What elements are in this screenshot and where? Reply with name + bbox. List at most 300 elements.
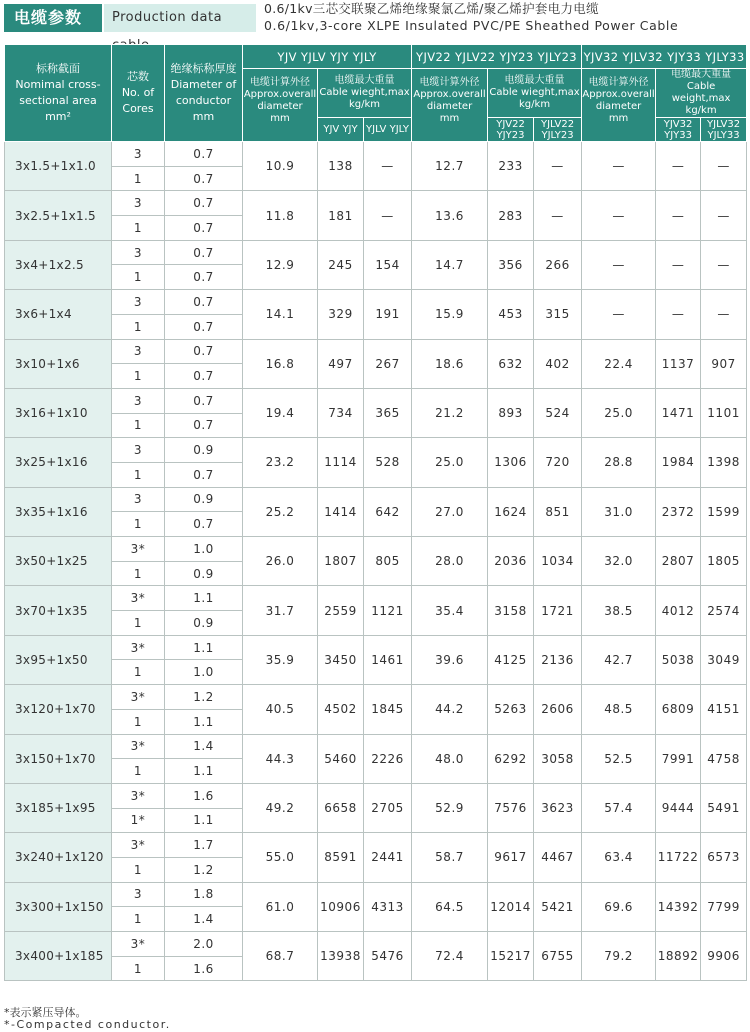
cell-t2: 0.7 xyxy=(165,314,243,339)
cell-w3a: — xyxy=(656,142,701,191)
cell-w3b: 1599 xyxy=(701,487,747,536)
header-weight xyxy=(656,69,747,118)
cell-d3: 31.0 xyxy=(582,487,656,536)
cell-d3: — xyxy=(582,142,656,191)
cell-w1a: 10906 xyxy=(318,882,364,931)
cell-w1b: 267 xyxy=(364,339,412,388)
cell-w2b: 4467 xyxy=(534,833,582,882)
cell-d2: 27.0 xyxy=(412,487,488,536)
cell-t2: 0.7 xyxy=(165,413,243,438)
cell-w1b: 1845 xyxy=(364,685,412,734)
cell-d1: 40.5 xyxy=(243,685,318,734)
cell-w3b: 2574 xyxy=(701,586,747,635)
cell-w1b: 5476 xyxy=(364,932,412,981)
table-row xyxy=(5,438,747,463)
table-row xyxy=(5,586,747,611)
cell-w3b: — xyxy=(701,142,747,191)
cell-t2: 0.7 xyxy=(165,166,243,191)
cell-w3a: 6809 xyxy=(656,685,701,734)
cell-d2: 44.2 xyxy=(412,685,488,734)
header-weight-unit: kg/km xyxy=(519,99,551,110)
cell-w1b: 1461 xyxy=(364,635,412,684)
cell-w1a: 245 xyxy=(318,240,364,289)
cell-c2: 1 xyxy=(112,857,165,882)
cell-d1: 31.7 xyxy=(243,586,318,635)
cell-w3a: 9444 xyxy=(656,783,701,832)
cell-c1: 3* xyxy=(112,783,165,808)
cell-w2a: 283 xyxy=(488,191,534,240)
cell-w2a: 7576 xyxy=(488,783,534,832)
header-diameter-unit: mm xyxy=(439,113,460,124)
cell-t1: 0.9 xyxy=(165,487,243,512)
cell-w1b: — xyxy=(364,191,412,240)
cell-size: 3x120+1x70 xyxy=(5,685,112,734)
cell-w3b: 907 xyxy=(701,339,747,388)
cell-t2: 0.7 xyxy=(165,216,243,241)
cell-c2: 1 xyxy=(112,709,165,734)
cell-size: 3x70+1x35 xyxy=(5,586,112,635)
cell-t2: 1.0 xyxy=(165,660,243,685)
cell-w3b: 5491 xyxy=(701,783,747,832)
cell-d2: 12.7 xyxy=(412,142,488,191)
cable-title-zh: 0.6/1kv三芯交联聚乙烯绝缘聚氯乙烯/聚乙烯护套电力电缆 xyxy=(264,1,599,16)
cell-d3: 48.5 xyxy=(582,685,656,734)
cell-d3: — xyxy=(582,191,656,240)
cell-t1: 1.0 xyxy=(165,537,243,562)
cell-size: 3x240+1x120 xyxy=(5,833,112,882)
cell-t2: 0.7 xyxy=(165,364,243,389)
cell-size: 3x300+1x150 xyxy=(5,882,112,931)
cell-w2a: 233 xyxy=(488,142,534,191)
cell-w1b: 2441 xyxy=(364,833,412,882)
cell-w2a: 2036 xyxy=(488,537,534,586)
cell-t2: 1.4 xyxy=(165,907,243,932)
table-row xyxy=(5,487,747,512)
cell-d1: 68.7 xyxy=(243,932,318,981)
header-size xyxy=(5,45,112,142)
cell-c1: 3* xyxy=(112,586,165,611)
cell-d3: 63.4 xyxy=(582,833,656,882)
cell-size: 3x150+1x70 xyxy=(5,734,112,783)
cell-size: 3x50+1x25 xyxy=(5,537,112,586)
cell-d2: 13.6 xyxy=(412,191,488,240)
cell-w1a: 8591 xyxy=(318,833,364,882)
cell-t2: 0.7 xyxy=(165,512,243,537)
cell-w2a: 12014 xyxy=(488,882,534,931)
cell-w2a: 893 xyxy=(488,388,534,437)
cell-w3b: 1398 xyxy=(701,438,747,487)
header-cores-en: No. of Cores xyxy=(121,86,155,115)
cell-w1a: 5460 xyxy=(318,734,364,783)
cell-t2: 0.7 xyxy=(165,265,243,290)
cell-w1a: 3450 xyxy=(318,635,364,684)
header-weight xyxy=(318,69,412,118)
cable-title-en: 0.6/1kv,3-core XLPE Insulated PVC/PE Sheathed Power Cable xyxy=(264,18,679,33)
cell-w3b: — xyxy=(701,290,747,339)
cell-w1b: — xyxy=(364,142,412,191)
table-row xyxy=(5,635,747,660)
cell-d1: 19.4 xyxy=(243,388,318,437)
cell-w3a: 18892 xyxy=(656,932,701,981)
cell-c2: 1 xyxy=(112,660,165,685)
header-weight-unit: kg/km xyxy=(348,99,381,110)
header-cores-zh: 芯数 xyxy=(127,70,149,83)
cell-w3b: 4758 xyxy=(701,734,747,783)
cell-d2: 48.0 xyxy=(412,734,488,783)
cell-c1: 3 xyxy=(112,142,165,167)
cell-w3b: — xyxy=(701,191,747,240)
section-tag-en: Production data xyxy=(104,4,256,32)
cell-c2: 1 xyxy=(112,611,165,636)
cell-c2: 1 xyxy=(112,462,165,487)
cell-w3a: — xyxy=(656,240,701,289)
table-row xyxy=(5,833,747,858)
cell-d1: 12.9 xyxy=(243,240,318,289)
header-model: YJLV22 YJLY23 xyxy=(534,118,582,142)
header-model: YJLV YJLY xyxy=(364,118,412,142)
header-weight-en: Cable wieght,max xyxy=(319,87,410,98)
cell-w2b: — xyxy=(534,191,582,240)
header-size-unit: mm² xyxy=(45,110,71,123)
cell-d2: 28.0 xyxy=(412,537,488,586)
cell-t1: 1.1 xyxy=(165,586,243,611)
cell-w3b: — xyxy=(701,240,747,289)
table-row xyxy=(5,783,747,808)
group-title: YJV22 YJLV22 YJY23 YJLY23 xyxy=(412,45,582,69)
cell-d3: 52.5 xyxy=(582,734,656,783)
cell-d3: 69.6 xyxy=(582,882,656,931)
cell-t1: 2.0 xyxy=(165,932,243,957)
cell-t2: 1.2 xyxy=(165,857,243,882)
cell-d2: 64.5 xyxy=(412,882,488,931)
cell-w1b: 2226 xyxy=(364,734,412,783)
cell-d1: 49.2 xyxy=(243,783,318,832)
cell-w3b: 6573 xyxy=(701,833,747,882)
cell-w3b: 1805 xyxy=(701,537,747,586)
header-cores xyxy=(112,45,165,142)
cell-d2: 14.7 xyxy=(412,240,488,289)
cell-c1: 3 xyxy=(112,438,165,463)
header-diameter-en: Approx.overall diameter xyxy=(243,89,317,112)
cell-size: 3x4+1x2.5 xyxy=(5,240,112,289)
cell-c2: 1 xyxy=(112,907,165,932)
header-model: YJV22 YJY23 xyxy=(488,118,534,142)
header-weight xyxy=(488,69,582,118)
cell-w2b: 5421 xyxy=(534,882,582,931)
cell-d2: 58.7 xyxy=(412,833,488,882)
cell-t1: 1.8 xyxy=(165,882,243,907)
cell-d3: — xyxy=(582,240,656,289)
header-size-en: Nomimal cross-sectional area xyxy=(15,78,101,107)
header-diameter xyxy=(412,69,488,142)
cell-w3a: 2372 xyxy=(656,487,701,536)
cell-w3a: — xyxy=(656,191,701,240)
cell-w1b: 528 xyxy=(364,438,412,487)
cell-w1b: 642 xyxy=(364,487,412,536)
cell-w2b: 315 xyxy=(534,290,582,339)
cell-w3a: 1137 xyxy=(656,339,701,388)
cell-d3: 28.8 xyxy=(582,438,656,487)
header-diameter xyxy=(243,69,318,142)
cell-c1: 3 xyxy=(112,388,165,413)
group-title: YJV32 YJLV32 YJY33 YJLY33 xyxy=(582,45,747,69)
header-thickness-unit: mm xyxy=(192,110,215,123)
cell-w3a: 7991 xyxy=(656,734,701,783)
table-row xyxy=(5,685,747,710)
cell-c1: 3* xyxy=(112,932,165,957)
cell-w2a: 453 xyxy=(488,290,534,339)
cell-w1a: 1114 xyxy=(318,438,364,487)
cell-t2: 1.1 xyxy=(165,709,243,734)
cell-w1b: 2705 xyxy=(364,783,412,832)
cell-d1: 23.2 xyxy=(243,438,318,487)
group-title: YJV YJLV YJY YJLY xyxy=(243,45,412,69)
cell-d1: 25.2 xyxy=(243,487,318,536)
cell-w2b: 1721 xyxy=(534,586,582,635)
cell-t1: 1.2 xyxy=(165,685,243,710)
header-diameter xyxy=(582,69,656,142)
cell-w1a: 13938 xyxy=(318,932,364,981)
cell-c2: 1 xyxy=(112,216,165,241)
cell-t2: 0.7 xyxy=(165,462,243,487)
cell-w2a: 356 xyxy=(488,240,534,289)
cell-c2: 1 xyxy=(112,759,165,784)
cell-c1: 3 xyxy=(112,191,165,216)
cell-size: 3x35+1x16 xyxy=(5,487,112,536)
header-model: YJV YJY xyxy=(318,118,364,142)
cell-w2b: 6755 xyxy=(534,932,582,981)
cell-w2b: 3058 xyxy=(534,734,582,783)
cell-t1: 0.7 xyxy=(165,290,243,315)
cell-w1b: 154 xyxy=(364,240,412,289)
cell-d2: 25.0 xyxy=(412,438,488,487)
cell-w1a: 329 xyxy=(318,290,364,339)
cell-c1: 3 xyxy=(112,487,165,512)
cell-d1: 44.3 xyxy=(243,734,318,783)
cell-w2b: 851 xyxy=(534,487,582,536)
cell-d2: 52.9 xyxy=(412,783,488,832)
cell-t1: 1.4 xyxy=(165,734,243,759)
cell-w3b: 4151 xyxy=(701,685,747,734)
cell-w2b: 2136 xyxy=(534,635,582,684)
cell-w3b: 7799 xyxy=(701,882,747,931)
cell-d1: 14.1 xyxy=(243,290,318,339)
cell-d2: 15.9 xyxy=(412,290,488,339)
cell-w3a: 2807 xyxy=(656,537,701,586)
cell-w1a: 4502 xyxy=(318,685,364,734)
table-row xyxy=(5,142,747,167)
cell-size: 3x16+1x10 xyxy=(5,388,112,437)
cell-c2: 1 xyxy=(112,561,165,586)
header-diameter-en: Approx.overall diameter xyxy=(413,89,486,112)
cell-w2b: 402 xyxy=(534,339,582,388)
cell-d3: 57.4 xyxy=(582,783,656,832)
footnote-zh: *表示紧压导体。 xyxy=(4,1006,87,1019)
footnote-en: *-Compacted conductor. xyxy=(4,1018,171,1031)
cell-size: 3x1.5+1x1.0 xyxy=(5,142,112,191)
cell-w2a: 1624 xyxy=(488,487,534,536)
cell-c1: 3* xyxy=(112,537,165,562)
cell-w2a: 6292 xyxy=(488,734,534,783)
cell-size: 3x95+1x50 xyxy=(5,635,112,684)
cable-spec-table xyxy=(4,44,747,981)
cell-w3a: 14392 xyxy=(656,882,701,931)
cell-w2b: 3623 xyxy=(534,783,582,832)
cell-w1a: 2559 xyxy=(318,586,364,635)
table-row xyxy=(5,932,747,957)
cell-w2a: 4125 xyxy=(488,635,534,684)
cell-w2b: 266 xyxy=(534,240,582,289)
cell-w2b: 1034 xyxy=(534,537,582,586)
cell-t2: 1.6 xyxy=(165,956,243,981)
cell-w2a: 632 xyxy=(488,339,534,388)
cell-w1a: 1807 xyxy=(318,537,364,586)
cell-w2a: 5263 xyxy=(488,685,534,734)
cell-c1: 3* xyxy=(112,685,165,710)
title-bar xyxy=(0,0,750,40)
table-row xyxy=(5,734,747,759)
cell-t1: 0.7 xyxy=(165,339,243,364)
cell-w1a: 1414 xyxy=(318,487,364,536)
table-row xyxy=(5,240,747,265)
cell-w1b: 4313 xyxy=(364,882,412,931)
header-diameter-unit: mm xyxy=(608,113,629,124)
cell-c1: 3* xyxy=(112,734,165,759)
table-row xyxy=(5,290,747,315)
cell-w3b: 3049 xyxy=(701,635,747,684)
cell-d1: 11.8 xyxy=(243,191,318,240)
cell-w2b: 524 xyxy=(534,388,582,437)
cell-c1: 3 xyxy=(112,240,165,265)
cell-t1: 0.7 xyxy=(165,142,243,167)
cell-w1b: 365 xyxy=(364,388,412,437)
cell-size: 3x6+1x4 xyxy=(5,290,112,339)
cell-c2: 1 xyxy=(112,512,165,537)
cell-w2b: — xyxy=(534,142,582,191)
cell-d2: 72.4 xyxy=(412,932,488,981)
cell-d2: 18.6 xyxy=(412,339,488,388)
cell-d1: 55.0 xyxy=(243,833,318,882)
header-diameter-en: Approx.overall diameter xyxy=(582,89,655,112)
cell-size: 3x400+1x185 xyxy=(5,932,112,981)
cell-size: 3x2.5+1x1.5 xyxy=(5,191,112,240)
header-size-zh: 标称截面 xyxy=(36,62,80,75)
cell-w3b: 9906 xyxy=(701,932,747,981)
cell-c1: 3* xyxy=(112,635,165,660)
header-weight-zh: 电缆最大重量 xyxy=(504,75,565,86)
table-row xyxy=(5,388,747,413)
cell-w3a: 11722 xyxy=(656,833,701,882)
header-model: YJV32 YJY33 xyxy=(656,118,701,142)
cell-w1a: 138 xyxy=(318,142,364,191)
cell-d3: 79.2 xyxy=(582,932,656,981)
cell-d1: 26.0 xyxy=(243,537,318,586)
cell-c2: 1 xyxy=(112,166,165,191)
header-thickness-en: Diameter of conductor xyxy=(170,78,237,107)
cell-t1: 0.9 xyxy=(165,438,243,463)
cell-w2a: 15217 xyxy=(488,932,534,981)
cell-d3: — xyxy=(582,290,656,339)
header-weight-unit: kg/km xyxy=(685,105,717,116)
cell-w1a: 734 xyxy=(318,388,364,437)
cell-t1: 1.1 xyxy=(165,635,243,660)
cell-w1b: 805 xyxy=(364,537,412,586)
header-diameter-zh: 电缆计算外径 xyxy=(250,77,310,88)
cell-w3a: — xyxy=(656,290,701,339)
cell-w1a: 6658 xyxy=(318,783,364,832)
table-body xyxy=(5,142,747,981)
cell-c2: 1 xyxy=(112,364,165,389)
cell-w1a: 497 xyxy=(318,339,364,388)
cell-size: 3x185+1x95 xyxy=(5,783,112,832)
header-weight-zh: 电缆最大重量 xyxy=(334,75,395,86)
header-model: YJLV32 YJLY33 xyxy=(701,118,747,142)
cell-t2: 0.9 xyxy=(165,561,243,586)
cell-t1: 1.7 xyxy=(165,833,243,858)
header-weight-zh: 电缆最大重量 xyxy=(671,69,732,80)
cell-w1a: 181 xyxy=(318,191,364,240)
header-diameter-zh: 电缆计算外径 xyxy=(419,77,480,88)
cell-w2b: 720 xyxy=(534,438,582,487)
cell-d3: 38.5 xyxy=(582,586,656,635)
cell-d3: 42.7 xyxy=(582,635,656,684)
header-thickness-zh: 绝缘标称厚度 xyxy=(170,62,237,75)
cell-size: 3x10+1x6 xyxy=(5,339,112,388)
cell-d3: 32.0 xyxy=(582,537,656,586)
cell-w2a: 9617 xyxy=(488,833,534,882)
header-diameter-zh: 电缆计算外径 xyxy=(588,77,649,88)
cell-d3: 25.0 xyxy=(582,388,656,437)
cell-t2: 0.9 xyxy=(165,611,243,636)
cell-w3a: 1984 xyxy=(656,438,701,487)
cell-t2: 1.1 xyxy=(165,759,243,784)
cell-t1: 0.7 xyxy=(165,388,243,413)
cell-d1: 16.8 xyxy=(243,339,318,388)
cell-t1: 1.6 xyxy=(165,783,243,808)
header-diameter-unit: mm xyxy=(270,113,290,124)
cell-c2: 1 xyxy=(112,314,165,339)
section-tag-zh: 电缆参数 xyxy=(4,4,102,32)
cell-c1: 3 xyxy=(112,290,165,315)
table-row xyxy=(5,339,747,364)
cell-d1: 10.9 xyxy=(243,142,318,191)
table-header xyxy=(5,45,747,142)
cell-t1: 0.7 xyxy=(165,240,243,265)
cell-c1: 3 xyxy=(112,339,165,364)
cell-w3a: 1471 xyxy=(656,388,701,437)
cell-c2: 1 xyxy=(112,956,165,981)
cell-w1b: 1121 xyxy=(364,586,412,635)
cell-w2a: 3158 xyxy=(488,586,534,635)
table-row xyxy=(5,537,747,562)
cell-w3a: 5038 xyxy=(656,635,701,684)
cell-d2: 21.2 xyxy=(412,388,488,437)
header-weight-en: Cable weight,max xyxy=(671,81,731,104)
cell-size: 3x25+1x16 xyxy=(5,438,112,487)
cell-c2: 1 xyxy=(112,413,165,438)
cell-c2: 1* xyxy=(112,808,165,833)
table-row xyxy=(5,191,747,216)
cell-c1: 3* xyxy=(112,833,165,858)
header-weight-en: Cable wieght,max xyxy=(489,87,580,98)
table-row xyxy=(5,882,747,907)
cell-d2: 39.6 xyxy=(412,635,488,684)
cell-d3: 22.4 xyxy=(582,339,656,388)
cell-t1: 0.7 xyxy=(165,191,243,216)
header-thickness xyxy=(165,45,243,142)
cell-w1b: 191 xyxy=(364,290,412,339)
cell-c1: 3 xyxy=(112,882,165,907)
